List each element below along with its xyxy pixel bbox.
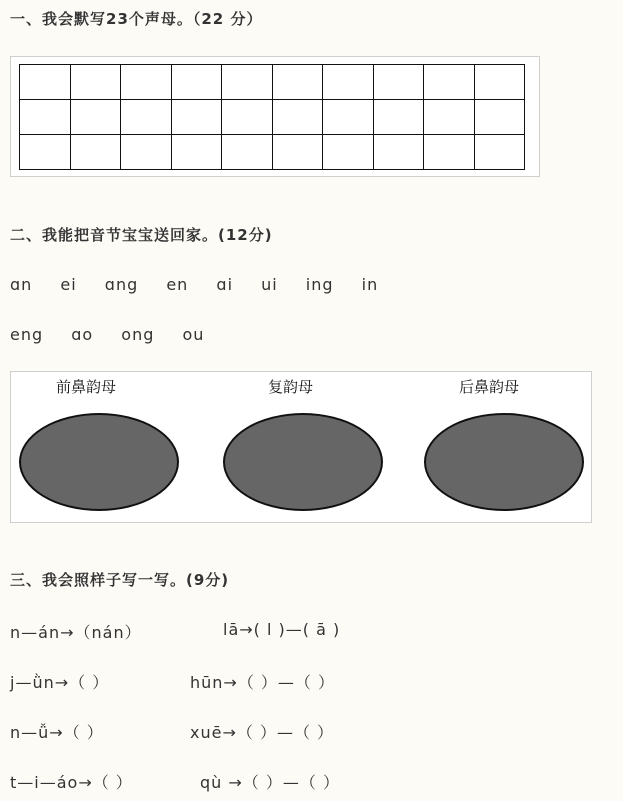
syllable-row-1	[10, 275, 378, 294]
grid-row	[20, 100, 525, 135]
grid-cell[interactable]	[424, 135, 475, 170]
grid-cell[interactable]	[424, 100, 475, 135]
category-label-compound: 复韵母	[268, 378, 314, 396]
category-label-front-nasal: 前鼻韵母	[56, 378, 117, 396]
grid-cell[interactable]	[323, 65, 374, 100]
grid-cell[interactable]	[222, 65, 273, 100]
syllable: ɑo	[71, 325, 94, 344]
syllable: ing	[305, 275, 334, 294]
grid-cell[interactable]	[474, 135, 525, 170]
grid-cell[interactable]	[424, 65, 475, 100]
grid-cell[interactable]	[323, 135, 374, 170]
grid-row	[20, 135, 525, 170]
exercise-left-2[interactable]: j—ǜn→（ ）	[10, 673, 110, 692]
answer-grid-box	[10, 56, 540, 177]
syllable: ɑng	[104, 275, 139, 294]
grid-cell[interactable]	[373, 100, 424, 135]
front-nasal-ellipse[interactable]	[19, 413, 179, 511]
compound-ellipse[interactable]	[223, 413, 383, 511]
category-label-back-nasal: 后鼻韵母	[459, 378, 520, 396]
syllable: in	[361, 275, 379, 294]
syllable: eng	[10, 325, 44, 344]
exercise-right-4[interactable]: qù →（ ）—（ ）	[200, 773, 340, 792]
grid-cell[interactable]	[20, 100, 71, 135]
section1-title: 一、我会默写23个声母。（22 分）	[10, 10, 263, 28]
exercise-left-4[interactable]: t—i—áo→（ ）	[10, 773, 133, 792]
syllable: ɑn	[10, 275, 33, 294]
grid-cell[interactable]	[474, 100, 525, 135]
grid-cell[interactable]	[373, 135, 424, 170]
syllable: ou	[182, 325, 205, 344]
grid-cell[interactable]	[171, 135, 222, 170]
section2-title: 二、我能把音节宝宝送回家。(12分)	[10, 226, 273, 244]
grid-cell[interactable]	[121, 100, 172, 135]
syllable: ei	[60, 275, 77, 294]
exercise-right-2[interactable]: hūn→（ ）—（ ）	[190, 673, 336, 692]
sorting-box	[10, 371, 592, 523]
grid-cell[interactable]	[70, 65, 121, 100]
answer-grid	[19, 64, 525, 170]
grid-cell[interactable]	[171, 100, 222, 135]
syllable: en	[166, 275, 189, 294]
grid-cell[interactable]	[20, 135, 71, 170]
grid-cell[interactable]	[272, 100, 323, 135]
exercise-right-3[interactable]: xuē→（ ）—（ ）	[190, 723, 335, 742]
grid-cell[interactable]	[171, 65, 222, 100]
syllable: ui	[261, 275, 278, 294]
grid-cell[interactable]	[20, 65, 71, 100]
section3-title: 三、我会照样子写一写。(9分)	[10, 571, 230, 589]
grid-cell[interactable]	[121, 65, 172, 100]
grid-cell[interactable]	[222, 100, 273, 135]
grid-cell[interactable]	[272, 135, 323, 170]
syllable: ɑi	[216, 275, 234, 294]
back-nasal-ellipse[interactable]	[424, 413, 584, 511]
grid-row	[20, 65, 525, 100]
example-right-1: lā→( l )—( ā )	[223, 620, 341, 639]
grid-cell[interactable]	[272, 65, 323, 100]
grid-cell[interactable]	[373, 65, 424, 100]
exercise-left-3[interactable]: n—ǚ→（ ）	[10, 723, 104, 742]
grid-cell[interactable]	[474, 65, 525, 100]
syllable-row-2	[10, 325, 204, 344]
grid-cell[interactable]	[70, 100, 121, 135]
example-left-1: n—án→（nán）	[10, 623, 142, 642]
grid-cell[interactable]	[323, 100, 374, 135]
grid-cell[interactable]	[70, 135, 121, 170]
grid-cell[interactable]	[121, 135, 172, 170]
syllable: ong	[121, 325, 155, 344]
grid-cell[interactable]	[222, 135, 273, 170]
